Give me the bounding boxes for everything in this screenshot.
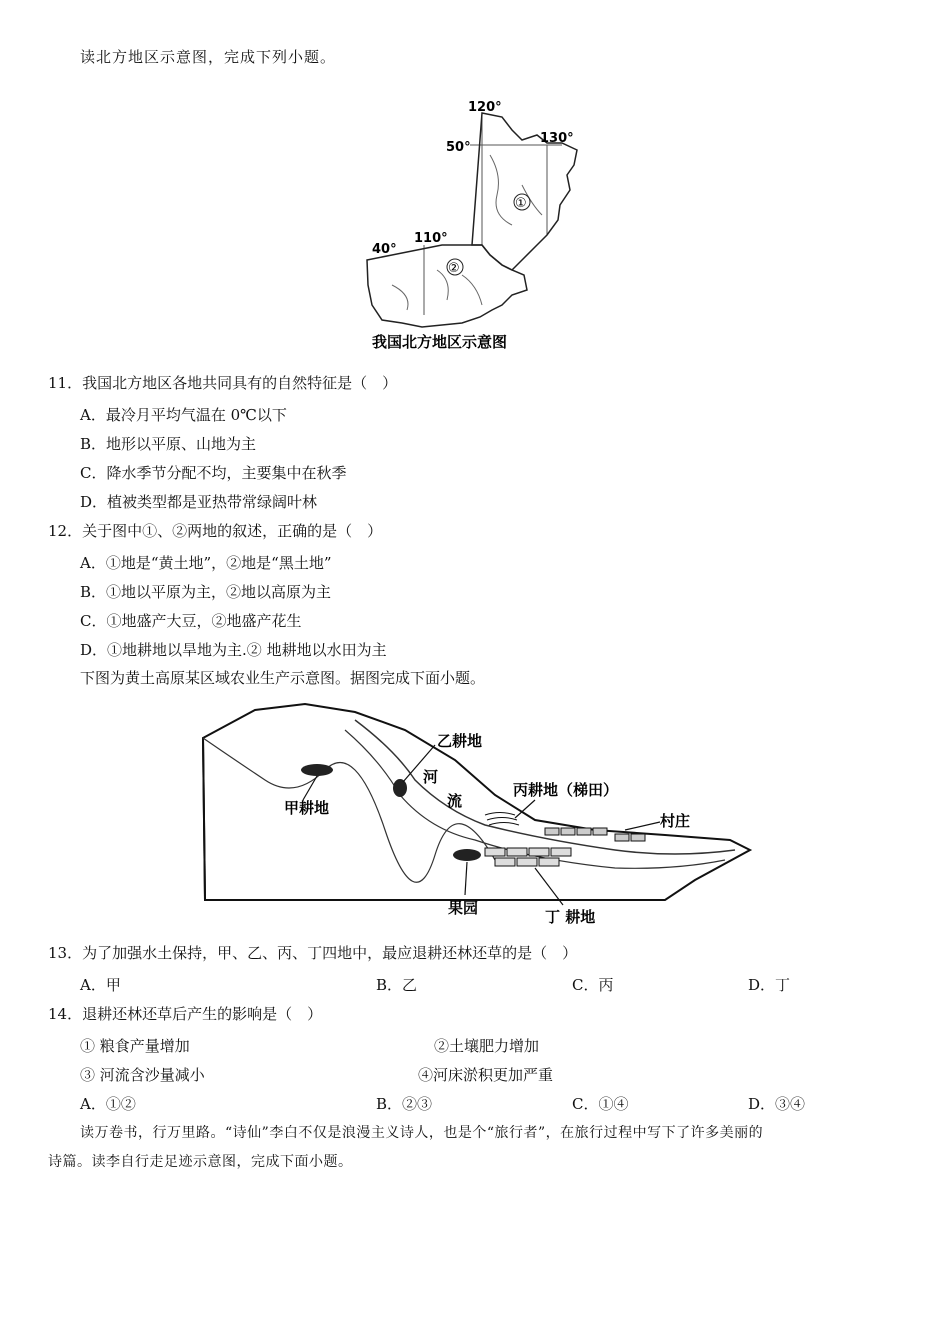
- north-region-map: [362, 95, 592, 355]
- q13-option-c: C．丙: [572, 976, 614, 994]
- orchard-patch: [453, 849, 481, 861]
- q11-option-c: C．降水季节分配不均，主要集中在秋季: [80, 464, 347, 482]
- q12-option-a: A．①地是“黄土地”，②地是“黑土地”: [80, 554, 332, 572]
- loess-plateau-diagram: [195, 700, 755, 932]
- q12-option-d: D．①地耕地以旱地为主.② 地耕地以水田为主: [80, 641, 387, 659]
- label-yi-field: 乙耕地: [437, 732, 483, 750]
- q14-option-d: D．③④: [748, 1095, 806, 1113]
- marker-1: ①: [515, 196, 527, 211]
- label-lat-50: 50°: [446, 140, 471, 155]
- q12-stem: 12．关于图中①、②两地的叙述，正确的是（ ）: [48, 522, 383, 540]
- intro-text-map: 读北方地区示意图，完成下列小题。: [80, 48, 337, 66]
- q14-statement-3: ③ 河流含沙量减小: [80, 1066, 205, 1084]
- jia-field-patch: [301, 764, 333, 776]
- label-village: 村庄: [660, 812, 691, 830]
- label-ding-field: 丁 耕地: [545, 908, 596, 926]
- label-river-he: 河: [423, 768, 439, 786]
- label-lon-120: 120°: [468, 100, 502, 115]
- intro-text-libai-line1: 读万卷书，行万里路。“诗仙”李白不仅是浪漫主义诗人，也是个“旅行者”，在旅行过程中写下了许多美丽的: [80, 1125, 764, 1141]
- north-china-outline: [367, 245, 527, 327]
- q11-option-a: A．最冷月平均气温在 0℃以下: [80, 406, 287, 424]
- q13-option-d: D．丁: [748, 976, 791, 994]
- q12-option-b: B．①地以平原为主，②地以高原为主: [80, 583, 332, 601]
- q14-statement-1: ① 粮食产量增加: [80, 1037, 190, 1055]
- marker-2: ②: [448, 261, 460, 276]
- q14-stem: 14．退耕还林还草后产生的影响是（ ）: [48, 1005, 323, 1023]
- q14-option-c: C．①④: [572, 1095, 629, 1113]
- label-bing-field: 丙耕地（梯田）: [513, 781, 619, 799]
- label-river-liu: 流: [447, 792, 463, 810]
- label-lon-130: 130°: [540, 131, 574, 146]
- label-jia-field: 甲耕地: [284, 799, 330, 817]
- intro-text-libai-line2: 诗篇。读李自行走足迹示意图，完成下面小题。: [48, 1154, 353, 1170]
- q12-option-c: C．①地盛产大豆，②地盛产花生: [80, 612, 302, 630]
- q13-option-a: A．甲: [80, 976, 121, 994]
- q14-statement-4: ④河床淤积更加严重: [418, 1066, 554, 1084]
- intro-text-loess: 下图为黄土高原某区域农业生产示意图。据图完成下面小题。: [80, 669, 486, 687]
- q14-option-a: A．①②: [80, 1095, 136, 1113]
- q11-option-b: B．地形以平原、山地为主: [80, 435, 257, 453]
- q11-option-d: D．植被类型都是亚热带常绿阔叶林: [80, 493, 318, 511]
- label-lat-40: 40°: [372, 242, 397, 257]
- q14-option-b: B．②③: [376, 1095, 433, 1113]
- label-lon-110: 110°: [414, 231, 448, 246]
- q13-stem: 13．为了加强水土保持，甲、乙、丙、丁四地中，最应退耕还林还草的是（ ）: [48, 944, 578, 962]
- q11-stem: 11．我国北方地区各地共同具有的自然特征是（ ）: [48, 374, 398, 392]
- q14-statement-2: ②土壤肥力增加: [434, 1037, 540, 1055]
- label-orchard: 果园: [448, 899, 479, 917]
- map-caption: 我国北方地区示意图: [372, 333, 508, 351]
- yi-field-patch: [393, 779, 407, 797]
- q13-option-b: B．乙: [376, 976, 418, 994]
